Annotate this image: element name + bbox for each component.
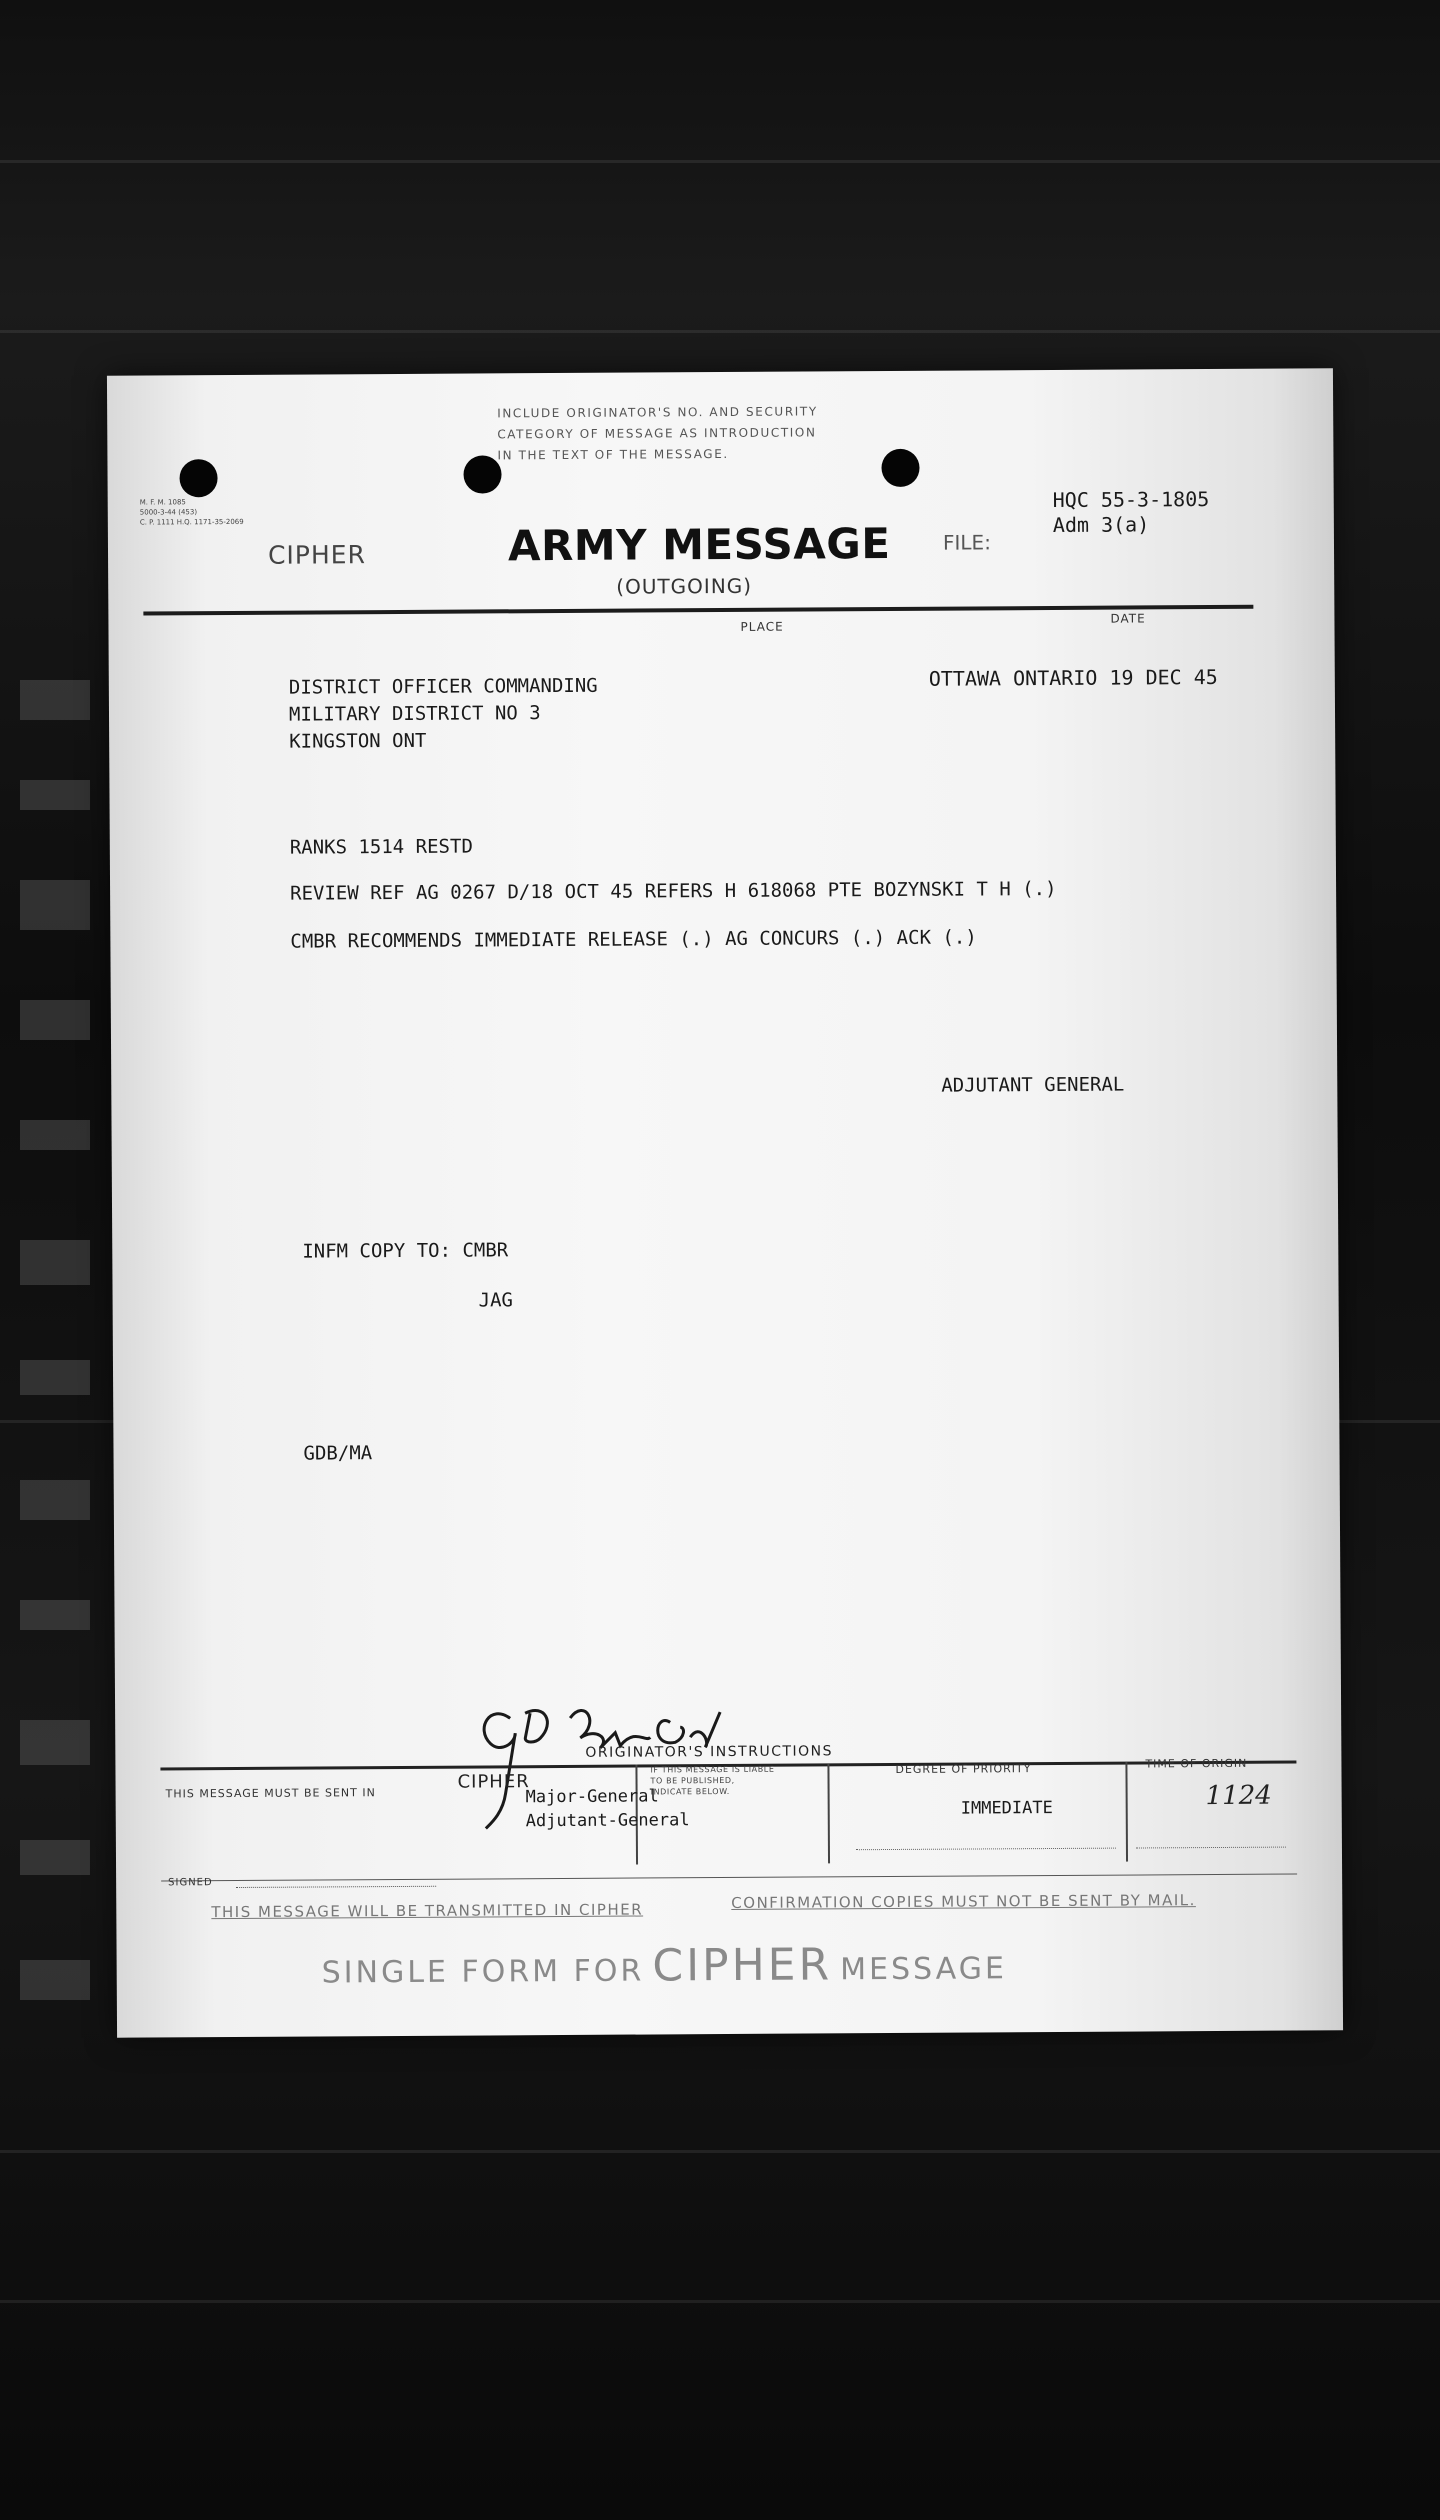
file-ref-line: HQC 55-3-1805: [1052, 487, 1210, 512]
file-reference: [1053, 487, 1210, 538]
film-edge-mark: [20, 1960, 90, 2000]
column-divider: [827, 1763, 830, 1863]
punch-hole: [463, 455, 501, 493]
film-edge-mark: [20, 1480, 90, 1520]
info-copy-2: JAG: [478, 1289, 513, 1312]
publication-note-line: INDICATE BELOW.: [650, 1786, 730, 1797]
transmission-note: THIS MESSAGE WILL BE TRANSMITTED IN CIPHER: [211, 1900, 644, 1922]
time-of-origin-value: 1124: [1205, 1780, 1272, 1812]
column-divider: [1125, 1762, 1128, 1862]
addressee: [289, 673, 598, 756]
publication-note-line: IF THIS MESSAGE IS LIABLE: [650, 1764, 775, 1775]
priority-label: DEGREE OF PRIORITY: [895, 1762, 1032, 1776]
publication-note: [650, 1764, 800, 1798]
signed-dotted-line: [236, 1886, 436, 1888]
originators-instructions-label: ORIGINATOR'S INSTRUCTIONS: [585, 1743, 834, 1761]
film-band: [0, 2300, 1440, 2303]
header-rule: [143, 605, 1253, 616]
army-message-form: [107, 368, 1343, 2037]
film-edge-mark: [20, 1120, 90, 1150]
film-edge-mark: [20, 680, 90, 720]
footer-title-part: CIPHER: [652, 1939, 833, 1992]
note-line: INCLUDE ORIGINATOR'S NO. AND SECURITY: [497, 404, 818, 421]
signed-label: SIGNED: [168, 1877, 213, 1889]
signer-title-line: Adjutant-General: [525, 1810, 690, 1832]
time-of-origin-label: TIME OF ORIGIN: [1145, 1756, 1248, 1771]
include-originator-note: [497, 401, 897, 466]
must-be-sent-label: THIS MESSAGE MUST BE SENT IN: [165, 1786, 376, 1801]
film-edge-mark: [20, 1240, 90, 1285]
signature-organization: ADJUTANT GENERAL: [941, 1073, 1125, 1097]
form-code: M. F. M. 1085: [139, 498, 186, 507]
note-line: IN THE TEXT OF THE MESSAGE.: [497, 446, 729, 463]
form-subtitle: (OUTGOING): [616, 573, 753, 599]
publication-note-line: TO BE PUBLISHED,: [650, 1775, 735, 1786]
info-copy: INFM COPY TO: CMBR: [302, 1239, 509, 1263]
cipher-box-value: CIPHER: [457, 1771, 530, 1793]
place-date: OTTAWA ONTARIO 19 DEC 45: [928, 664, 1218, 691]
form-title: ARMY MESSAGE: [507, 518, 891, 571]
reference-initials: GDB/MA: [303, 1442, 373, 1465]
message-line: REVIEW REF AG 0267 D/18 OCT 45 REFERS H 618068 PTE BOZYNSKI T H (.): [290, 877, 1057, 905]
film-edge-mark: [20, 1840, 90, 1875]
film-edge-mark: [20, 1720, 90, 1765]
message-line: CMBR RECOMMENDS IMMEDIATE RELEASE (.) AG CONCURS (.) ACK (.): [290, 926, 977, 953]
address-line: DISTRICT OFFICER COMMANDING: [288, 674, 598, 699]
film-edge-mark: [20, 1600, 90, 1630]
form-code: 5000-3-44 (453): [139, 508, 198, 517]
film-band: [0, 330, 1440, 333]
form-footer-title: [322, 1938, 1008, 1993]
file-ref-line: Adm 3(a): [1052, 512, 1150, 537]
place-label: PLACE: [740, 619, 784, 634]
origin-dotted-line: [1136, 1847, 1286, 1849]
film-edge-mark: [20, 780, 90, 810]
file-label: FILE:: [942, 530, 991, 555]
footer-title-part: MESSAGE: [840, 1951, 1008, 1988]
address-line: MILITARY DISTRICT NO 3: [288, 702, 541, 726]
date-label: DATE: [1110, 611, 1146, 626]
priority-value: IMMEDIATE: [960, 1798, 1053, 1819]
film-edge-mark: [20, 880, 90, 930]
signer-title-line: Major-General: [525, 1786, 659, 1808]
cipher-label: CIPHER: [267, 540, 366, 570]
form-code: C. P. 1111 H.Q. 1171-35-2069: [139, 517, 244, 527]
note-line: CATEGORY OF MESSAGE AS INTRODUCTION: [497, 425, 817, 442]
footer-rule: [161, 1874, 1297, 1882]
footer-title-part: SINGLE FORM FOR: [321, 1953, 645, 1991]
message-line: RANKS 1514 RESTD: [289, 835, 473, 859]
address-line: KINGSTON ONT: [289, 729, 427, 753]
confirmation-note: CONFIRMATION COPIES MUST NOT BE SENT BY MAIL.: [731, 1891, 1196, 1912]
form-codes: [140, 497, 244, 528]
priority-dotted-line: [856, 1848, 1116, 1851]
film-band: [0, 160, 1440, 163]
punch-hole: [179, 459, 217, 497]
film-edge-mark: [20, 1000, 90, 1040]
film-edge-mark: [20, 1360, 90, 1395]
film-band: [0, 2150, 1440, 2153]
